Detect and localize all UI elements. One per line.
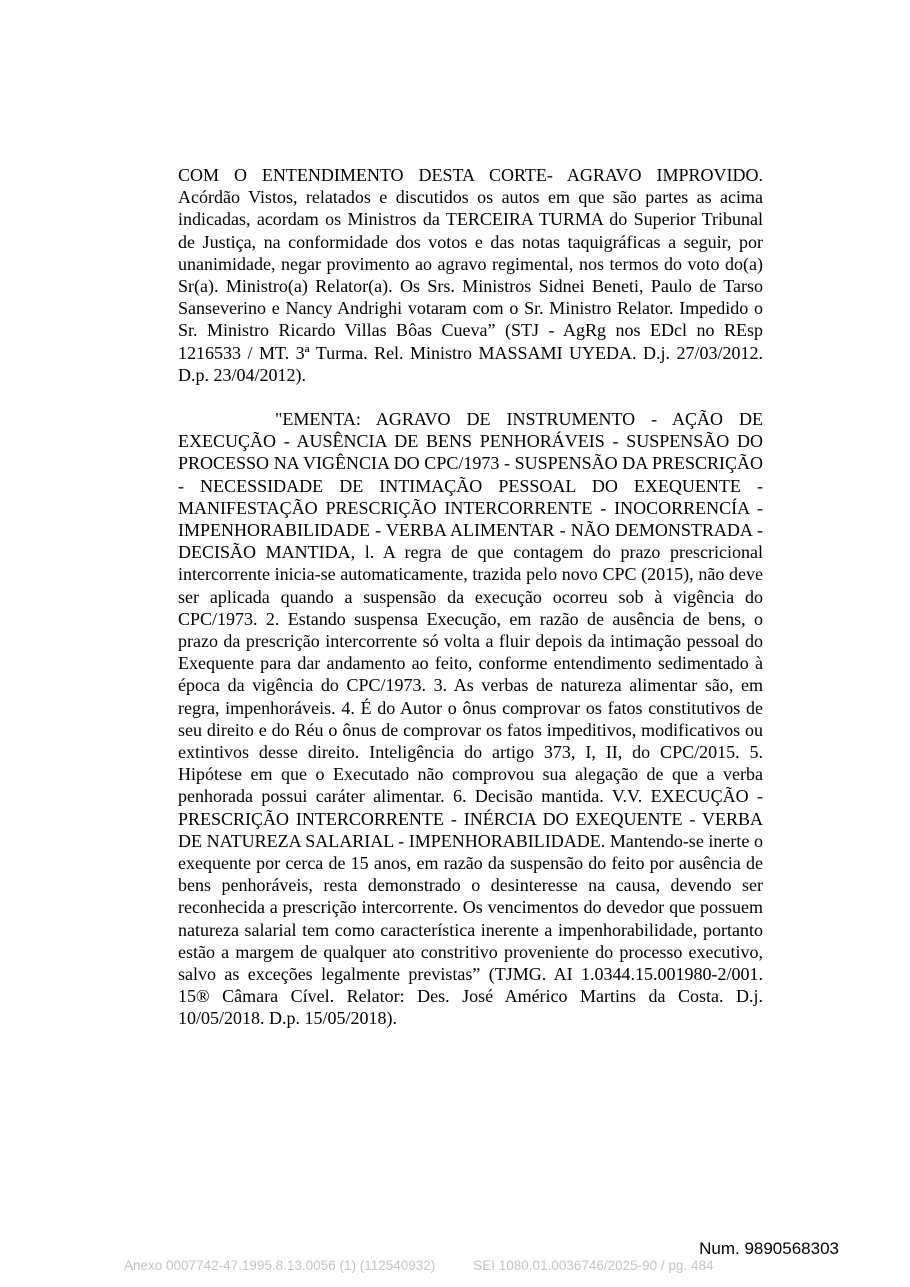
body-paragraph-2: "EMENTA: AGRAVO DE INSTRUMENTO - AÇÃO DE EXECUÇÃO - AUSÊNCIA DE BENS PENHORÁVEIS - SUSPENSÃO DO PROCESSO NA VIGÊNCIA DO CPC/1973 - SUSPENSÃO DA PRESCRIÇÃO - NECESSIDADE DE INTIMAÇÃO PESSOAL DO EXEQUENTE - MANIFESTAÇÃO PRESCRIÇÃO INTERCORRENTE - INOCORRENCÍA - IMPENHORABILIDADE - VERBA ALIMENTAR - NÃO DEMONSTRADA - DECISÃO MANTIDA, l. A regra de que contagem do prazo prescricional intercorrente inicia-se automaticamente, trazida pelo novo CPC (2015), não deve ser aplicada quando a suspensão da execução ocorreu sob à vigência do CPC/1973. 2. Estando suspensa Execução, em razão de ausência de bens, o prazo da prescrição intercorrente só volta a fluir depois da intimação pessoal do Exequente para dar andamento ao feito, conforme entendimento sedimentado à época da vigência do CPC/1973. 3. As verbas de natureza alimentar são, em regra, impenhoráveis. 4. É do Autor o ônus comprovar os fatos constitutivos de seu direito e do Réu o ônus de comprovar os fatos impeditivos, modificativos ou extintivos desse direito. Inteligência do artigo 373, I, II, do CPC/2015. 5. Hipótese em que o Executado não comprovou sua alegação de que a verba penhorada possui caráter alimentar. 6. Decisão mantida. V.V. EXECUÇÃO - PRESCRIÇÃO INTERCORRENTE - INÉRCIA DO EXEQUENTE - VERBA DE NATUREZA SALARIAL - IMPENHORABILIDADE. Mantendo-se inerte o exequente por cerca de 15 anos, em razão da suspensão do feito por ausência de bens penhoráveis, resta demonstrado o desinteresse na causa, devendo ser reconhecida a prescrição intercorrente. Os vencimentos do devedor que possuem natureza salarial tem como característica inerente a impenhorabilidade, portanto estão a margem de qualquer ato constritivo proveniente do processo executivo, salvo as exceções legalmente previstas” (TJMG. AI 1.0344.15.001980-2/001. 15® Câmara Cível. Relator: Des. José Américo Martins da Costa. D.j. 10/05/2018. D.p. 15/05/2018). (178, 409, 763, 1029)
body-paragraph-1: COM O ENTENDIMENTO DESTA CORTE- AGRAVO IMPROVIDO. Acórdão Vistos, relatados e discutidos os autos em que são partes as acima indicadas, acordam os Ministros da TERCEIRA TURMA do Superior Tribunal de Justiça, na conformidade dos votos e das notas taquigráficas a seguir, por unanimidade, negar provimento ao agravo regimental, nos termos do voto do(a) Sr(a). Ministro(a) Relator(a). Os Srs. Ministros Sidnei Beneti, Paulo de Tarso Sanseverino e Nancy Andrighi votaram com o Sr. Ministro Relator. Impedido o Sr. Ministro Ricardo Villas Bôas Cueva” (STJ - AgRg nos EDcl no REsp 1216533 / MT. 3ª Turma. Rel. Ministro MASSAMI UYEDA. D.j. 27/03/2012. D.p. 23/04/2012). (178, 165, 763, 385)
footer-attachment-ref: Anexo 0007742-47.1995.8.13.0056 (1) (112540932) (124, 1258, 436, 1273)
page-footer (124, 1258, 713, 1273)
footer-sei-page-ref: SEI 1080.01.0036746/2025-90 / pg. 484 (473, 1258, 714, 1273)
document-number: Num. 9890568303 (699, 1239, 839, 1258)
